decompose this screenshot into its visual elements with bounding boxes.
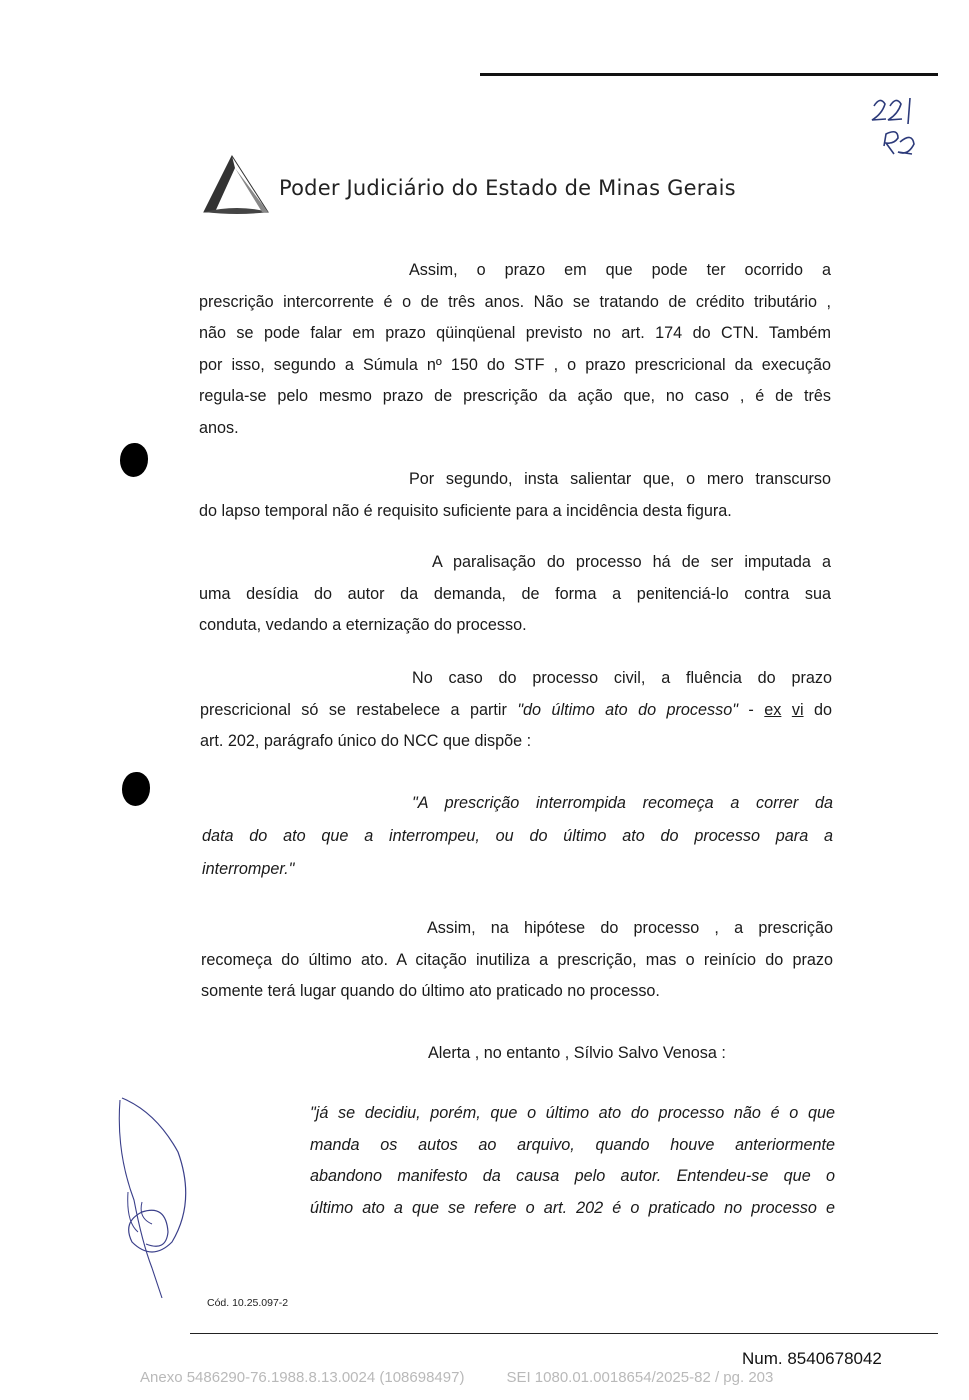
court-logo	[202, 154, 274, 216]
text-line	[200, 695, 832, 727]
paragraph-4	[200, 663, 832, 758]
text-line: "A prescrição interrompida recomeça a correr da	[412, 794, 833, 812]
text-line: Por segundo, insta salientar que, o mero transcurso	[409, 470, 831, 488]
punch-hole	[120, 443, 148, 477]
text-line: do lapso temporal não é requisito suficiente para a incidência desta figura.	[199, 501, 732, 520]
text-line: não se pode falar em prazo qüinqüenal previsto no art. 174 do CTN. Também	[199, 324, 831, 342]
punch-hole	[122, 772, 150, 806]
text-line: regula-se pelo mesmo prazo de prescrição da ação que, no caso , é de três	[199, 387, 831, 405]
text-line: interromper."	[202, 860, 295, 878]
text-line: anos.	[199, 418, 239, 437]
text-line: Alerta , no entanto , Sílvio Salvo Venosa :	[428, 1044, 726, 1062]
paragraph-2	[199, 464, 831, 527]
footer-reference	[140, 1369, 815, 1386]
text-line: uma desídia do autor da demanda, de forma a penitenciá-lo contra sua	[199, 584, 831, 603]
text-line: conduta, vedando a eternização do processo.	[199, 616, 527, 634]
text-line: No caso do processo civil, a fluência do prazo	[412, 669, 832, 687]
document-number: Num. 8540678042	[742, 1349, 882, 1368]
text-line: último ato a que se refere o art. 202 é o praticado no processo e	[310, 1198, 835, 1217]
text-line: manda os autos ao arquivo, quando houve anteriormente	[310, 1135, 835, 1154]
sei-reference: SEI 1080.01.0018654/2025-82 / pg. 203	[506, 1369, 774, 1386]
text-line: Assim, na hipótese do processo , a prescrição	[427, 919, 833, 937]
text-line: art. 202, parágrafo único do NCC que dispõe :	[200, 732, 532, 750]
latin-term: ex	[764, 700, 782, 719]
paragraph-1	[199, 255, 831, 444]
latin-term: vi	[791, 700, 804, 719]
quoted-phrase: "do último ato do processo"	[517, 700, 738, 719]
text-line: A paralisação do processo há de ser imputada a	[432, 553, 831, 571]
handwritten-page-number	[868, 94, 928, 164]
text-line: data do ato que a interrompeu, ou do último ato do processo para a	[202, 827, 833, 845]
paragraph-5	[201, 913, 833, 1008]
text-run: prescricional só se restabelece a partir	[200, 700, 518, 719]
annex-reference: Anexo 5486290-76.1988.8.13.0024 (108698497)	[140, 1369, 465, 1386]
bottom-rule	[190, 1333, 938, 1334]
text-line: somente terá lugar quando do último ato praticado no processo.	[201, 982, 660, 1000]
text-line: por isso, segundo a Súmula nº 150 do STF , o prazo prescricional da execução	[199, 355, 831, 374]
quote-2	[310, 1098, 835, 1224]
text-line: recomeça do último ato. A citação inutiliza a prescrição, mas o reinício do prazo	[201, 950, 833, 969]
form-code: Cód. 10.25.097-2	[207, 1297, 289, 1309]
text-line: prescrição intercorrente é o de três anos. Não se tratando de crédito tributário ,	[199, 292, 831, 311]
paragraph-6	[428, 1038, 828, 1070]
text-line: "já se decidiu, porém, que o último ato do processo não é o que	[310, 1104, 835, 1122]
text-line: Assim, o prazo em que pode ter ocorrido a	[409, 261, 831, 279]
handwritten-signature	[112, 1092, 202, 1302]
court-name: Poder Judiciário do Estado de Minas Gerais	[279, 176, 736, 200]
top-rule	[480, 73, 938, 76]
text-run: -	[737, 700, 765, 719]
text-run: do	[803, 700, 832, 719]
quote-1	[202, 787, 833, 886]
paragraph-3	[199, 547, 831, 642]
text-line: abandono manifesto da causa pelo autor. Entendeu-se que o	[310, 1167, 835, 1185]
